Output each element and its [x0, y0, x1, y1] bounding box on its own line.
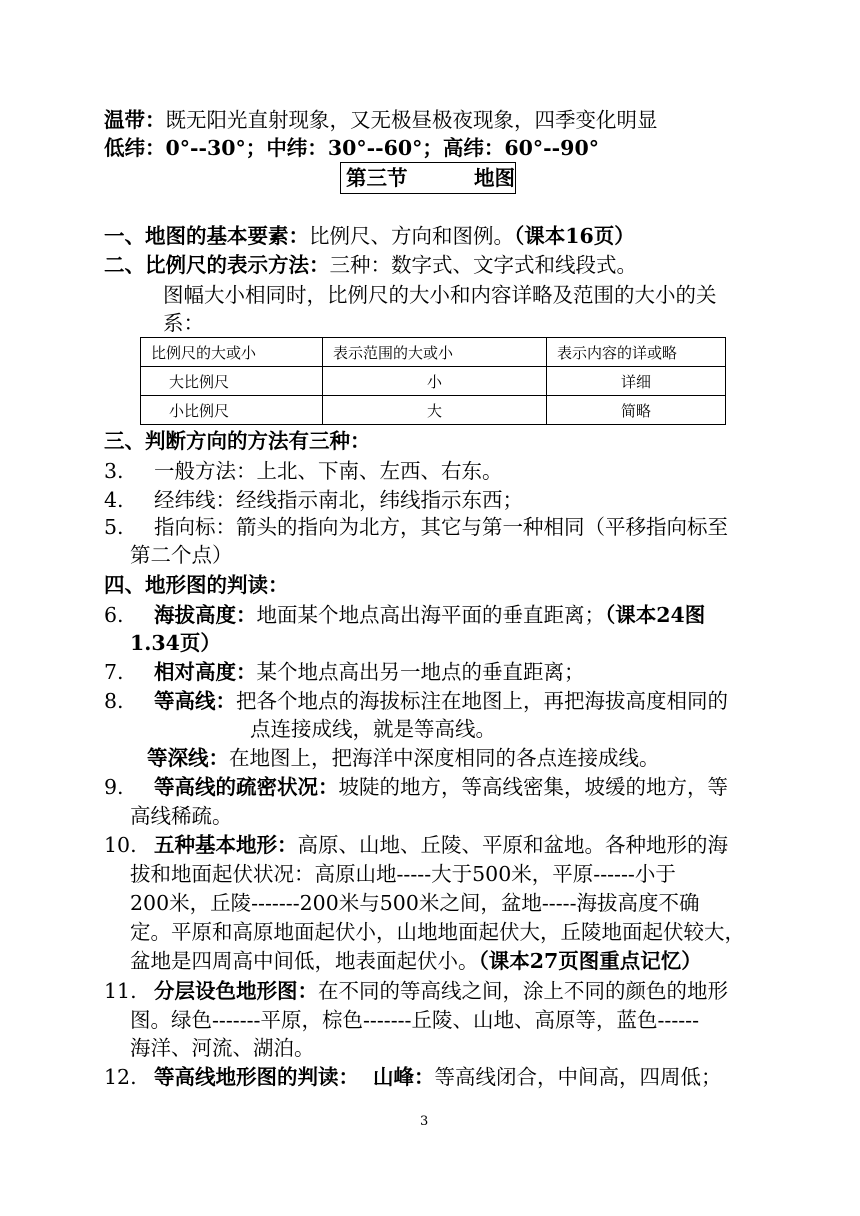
- mid-lat-value: 30°--60°；: [327, 136, 443, 160]
- table-header-cell: 表示内容的详或略: [547, 338, 726, 367]
- item-text: 等高线闭合，中间高，四周低；: [434, 1065, 722, 1089]
- list-item-continuation: 200米，丘陵-------200米与500米之间，盆地-----海拔高度不确: [130, 891, 700, 915]
- item-label: 分层设色地形图：: [154, 979, 318, 1003]
- table-cell: 大: [323, 396, 547, 425]
- list-item: [104, 512, 728, 542]
- table-cell: 小比例尺: [141, 396, 323, 425]
- item-number: 10.: [104, 833, 137, 857]
- item-number: 9.: [104, 775, 124, 799]
- list-item: [104, 772, 728, 802]
- temperate-text: 既无阳光直射现象，又无极昼极夜现象，四季变化明显: [165, 108, 658, 132]
- mid-lat-label: 中纬：: [266, 136, 328, 160]
- item-text: 把各个地点的海拔标注在地图上，再把海拔高度相同的: [236, 689, 728, 713]
- item-label: 海拔高度：: [154, 603, 257, 627]
- section-title: [340, 162, 516, 194]
- item-text: 经线指示南北，纬线指示东西；: [236, 488, 523, 512]
- heading-3: [104, 426, 371, 456]
- list-item-continuation: 1.34页）: [130, 631, 221, 655]
- heading-1-text: 比例尺、方向和图例。: [309, 224, 514, 248]
- item-label: 指向标：: [154, 515, 236, 539]
- heading-2-para-line-1: 图幅大小相同时，比例尺的大小和内容详略及范围的大小的关: [163, 283, 717, 307]
- low-lat-label: 低纬：: [104, 136, 166, 160]
- heading-3-label: 三、判断方向的方法有三种：: [104, 429, 371, 453]
- list-item: [104, 1062, 722, 1092]
- heading-1-note: （课本16页）: [514, 224, 635, 248]
- item-note: （课本27页图重点记忆）: [478, 949, 702, 973]
- high-lat-value: 60°--90°: [504, 136, 599, 160]
- heading-1-label: 一、地图的基本要素：: [104, 224, 309, 248]
- item-label: 山峰：: [373, 1065, 435, 1089]
- table-cell: 详细: [547, 367, 726, 396]
- heading-2: [104, 250, 637, 280]
- list-item-continuation: 点连接成线，就是等高线。: [250, 717, 496, 741]
- list-item: [147, 743, 660, 773]
- latitude-line: [104, 133, 599, 163]
- table-cell: 小: [323, 367, 547, 396]
- heading-1: [104, 221, 635, 251]
- list-item: [104, 830, 728, 860]
- item-label: 经纬线：: [154, 488, 236, 512]
- item-number: 7.: [104, 660, 124, 684]
- heading-4: [104, 570, 289, 600]
- list-item-continuation: 图。绿色-------平原，棕色-------丘陵、山地、高原等，蓝色------: [130, 1008, 700, 1032]
- item-text: 地面某个地点高出海平面的垂直距离；: [256, 603, 605, 627]
- list-item-continuation: 拔和地面起伏状况：高原山地-----大于500米，平原------小于: [130, 862, 676, 886]
- item-label: 五种基本地形：: [154, 833, 298, 857]
- item-text: 高原、山地、丘陵、平原和盆地。各种地形的海: [297, 833, 728, 857]
- item-text: 上北、下南、左西、右东。: [256, 459, 503, 483]
- list-item: [104, 686, 728, 716]
- table-header-row: [141, 338, 726, 367]
- section-title-right: 地图: [474, 166, 515, 190]
- item-text: 在不同的等高线之间，涂上不同的颜色的地形: [318, 979, 728, 1003]
- list-item-continuation: [130, 946, 702, 976]
- scale-table: [140, 337, 726, 425]
- item-text: 坡陡的地方，等高线密集，坡缓的地方，等: [338, 775, 728, 799]
- table-row: [141, 367, 726, 396]
- item-number: 11.: [104, 979, 137, 1003]
- heading-2-para-line-2: 系：: [163, 311, 204, 335]
- item-text: 某个地点高出另一地点的垂直距离；: [256, 660, 585, 684]
- list-item: [104, 976, 728, 1006]
- list-item: [104, 600, 705, 630]
- item-label: 一般方法：: [154, 459, 257, 483]
- list-item-continuation: 第二个点）: [130, 543, 233, 567]
- item-number: 3.: [104, 459, 124, 483]
- item-label: 等深线：: [147, 746, 229, 770]
- item-label: 等高线地形图的判读：: [154, 1065, 359, 1089]
- table-header-cell: 比例尺的大或小: [141, 338, 323, 367]
- item-label: 等高线的疏密状况：: [154, 775, 339, 799]
- item-note: （课本24图: [605, 603, 706, 627]
- item-text: 在地图上，把海洋中深度相同的各点连接成线。: [229, 746, 660, 770]
- item-number: 5.: [104, 515, 124, 539]
- list-item-continuation: 定。平原和高原地面起伏小，山地地面起伏大，丘陵地面起伏较大，: [130, 920, 745, 944]
- item-label: 相对高度：: [154, 660, 257, 684]
- list-item-continuation: 海洋、河流、湖泊。: [130, 1036, 315, 1060]
- high-lat-label: 高纬：: [442, 136, 505, 160]
- item-number: 4.: [104, 488, 124, 512]
- list-item: [104, 456, 503, 486]
- temperate-label: 温带：: [104, 108, 166, 132]
- low-lat-value: 0°--30°；: [165, 136, 267, 160]
- item-text: 箭头的指向为北方，其它与第一种相同（平移指向标至: [236, 515, 728, 539]
- item-number: 8.: [104, 689, 124, 713]
- list-item: [104, 485, 523, 515]
- list-item-continuation: 高线稀疏。: [130, 804, 233, 828]
- item-label: 等高线：: [154, 689, 236, 713]
- temperate-line: [104, 105, 658, 135]
- heading-2-label: 二、比例尺的表示方法：: [104, 253, 330, 277]
- heading-2-text: 三种：数字式、文字式和线段式。: [329, 253, 637, 277]
- table-cell: 大比例尺: [141, 367, 323, 396]
- list-item: [104, 657, 585, 687]
- item-number: 6.: [104, 603, 124, 627]
- page-number: 3: [420, 1114, 429, 1129]
- table-row: [141, 396, 726, 425]
- table-header-cell: 表示范围的大或小: [323, 338, 547, 367]
- item-text: 盆地是四周高中间低，地表面起伏小。: [130, 949, 479, 973]
- item-number: 12.: [104, 1065, 137, 1089]
- section-title-left: 第三节: [346, 166, 408, 190]
- table-cell: 简略: [547, 396, 726, 425]
- heading-4-label: 四、地形图的判读：: [104, 573, 289, 597]
